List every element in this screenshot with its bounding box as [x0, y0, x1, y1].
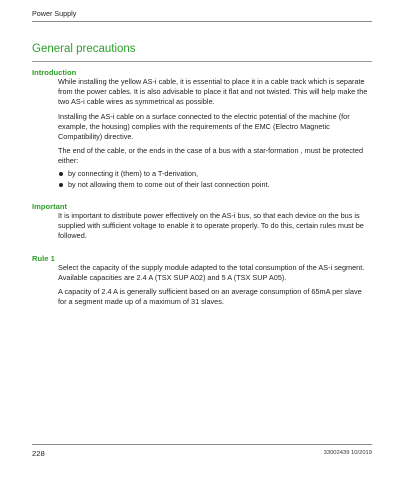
bullet-dot-icon	[59, 183, 63, 187]
page-title: General precautions	[32, 43, 136, 55]
list-item	[58, 169, 372, 179]
running-header: Power Supply	[32, 9, 77, 18]
bullet-list	[58, 169, 372, 190]
section-heading-important: Important	[32, 202, 68, 212]
section-heading-rule-1: Rule 1	[32, 253, 55, 263]
list-item-text: by connecting it (them) to a T-derivation,	[68, 168, 199, 178]
section-rule-1	[32, 254, 372, 308]
footer-divider	[32, 444, 372, 445]
header-divider	[32, 21, 372, 22]
paragraph: While installing the yellow AS-i cable, it is essential to place it in a cable track which is separate from the power cables. It is also advisable to place it flat and not twisted. This will help make the two AS-i cable wires as symmetrical as possible.	[58, 77, 368, 107]
section-important	[32, 202, 372, 242]
paragraph: Installing the AS-i cable on a surface connected to the electric potential of the machine (for example, the housing) complies with the requirements of the EMC (Electro Magnetic Compatibility) directive.	[58, 111, 350, 142]
bullet-dot-icon	[59, 172, 63, 176]
list-item	[58, 180, 372, 190]
section-body-important	[58, 211, 372, 242]
section-introduction	[32, 68, 372, 190]
paragraph: It is important to distribute power effectively on the AS-i bus, so that each device on the bus is supplied with sufficient voltage to enable it to operate properly. To do this, certain rules must be followed.	[58, 211, 364, 241]
paragraph: A capacity of 2.4 A is generally sufficient based on an average consumption of 65mA per slave for a segment made up of a maximum of 31 slaves.	[58, 287, 362, 307]
document-reference: 33002439 10/2019	[323, 450, 372, 456]
title-divider	[32, 61, 372, 62]
section-heading-introduction: Introduction	[32, 68, 77, 77]
paragraph: The end of the cable, or the ends in the case of a bus with a star-formation , must be protected either:	[58, 146, 364, 166]
section-body-rule-1	[58, 263, 372, 308]
paragraph: Select the capacity of the supply module adapted to the total consumption of the AS-i segment. Available capacities are 2.4 A (TSX SUP A02) and 5 A (TSX SUP A05).	[58, 262, 365, 282]
section-body-introduction	[58, 77, 372, 190]
document-body	[32, 66, 372, 311]
list-item-text: by not allowing them to come out of their last connection point.	[68, 179, 270, 189]
page-number: 228	[32, 449, 45, 458]
